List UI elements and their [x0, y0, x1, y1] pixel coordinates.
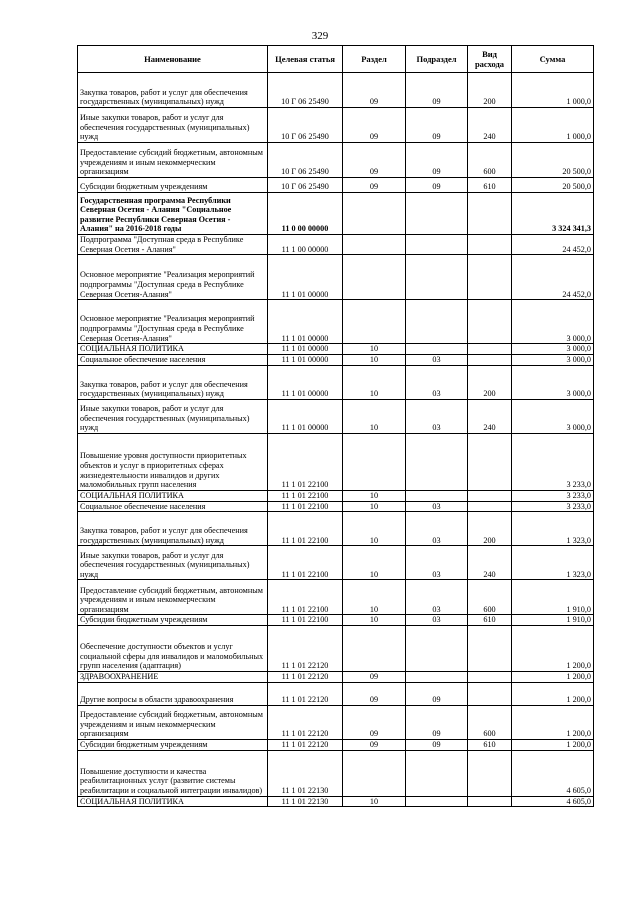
- cell-amount: 20 500,0: [512, 143, 594, 178]
- cell-expense-type: [468, 193, 512, 235]
- cell-subsection: [406, 671, 468, 682]
- cell-section: 09: [343, 705, 406, 739]
- cell-subsection: 03: [406, 580, 468, 615]
- cell-section: 10: [343, 490, 406, 501]
- cell-amount: 4 605,0: [512, 750, 594, 796]
- cell-subsection: 03: [406, 354, 468, 365]
- cell-amount: 3 233,0: [512, 490, 594, 501]
- cell-expense-type: 610: [468, 615, 512, 626]
- cell-amount: 4 605,0: [512, 796, 594, 807]
- cell-section: 10: [343, 501, 406, 512]
- table-row: [78, 178, 594, 193]
- cell-code: 11 1 01 00000: [268, 255, 343, 300]
- cell-code: 11 1 01 22120: [268, 705, 343, 739]
- cell-amount: 24 452,0: [512, 235, 594, 255]
- cell-expense-type: [468, 796, 512, 807]
- header-expense-type: Вид расхода: [468, 46, 512, 73]
- cell-subsection: [406, 300, 468, 344]
- cell-expense-type: 610: [468, 178, 512, 193]
- table-row: [78, 490, 594, 501]
- cell-name: Закупка товаров, работ и услуг для обеспечения государственных (муниципальных) нужд: [78, 365, 268, 399]
- cell-expense-type: [468, 490, 512, 501]
- cell-expense-type: 200: [468, 365, 512, 399]
- cell-subsection: [406, 193, 468, 235]
- cell-code: 11 1 00 00000: [268, 235, 343, 255]
- cell-name: Обеспечение доступности объектов и услуг социальной сферы для инвалидов и маломобильных групп населения (адаптация): [78, 625, 268, 671]
- cell-expense-type: [468, 750, 512, 796]
- cell-expense-type: [468, 682, 512, 705]
- cell-amount: 3 000,0: [512, 365, 594, 399]
- table-row: [78, 580, 594, 615]
- table-row: [78, 433, 594, 490]
- cell-subsection: [406, 750, 468, 796]
- cell-section: [343, 193, 406, 235]
- cell-expense-type: [468, 344, 512, 355]
- table-row: [78, 344, 594, 355]
- table-row: [78, 739, 594, 750]
- cell-section: 10: [343, 354, 406, 365]
- cell-subsection: [406, 433, 468, 490]
- cell-expense-type: [468, 300, 512, 344]
- cell-amount: 3 000,0: [512, 399, 594, 433]
- cell-section: 10: [343, 796, 406, 807]
- table-row: [78, 255, 594, 300]
- cell-name: Социальное обеспечение населения: [78, 354, 268, 365]
- header-code: Целевая статья: [268, 46, 343, 73]
- cell-name: Основное мероприятие "Реализация мероприятий подпрограммы "Доступная среда в Республике Северная Осетия-Алания": [78, 255, 268, 300]
- cell-section: 10: [343, 399, 406, 433]
- cell-code: 11 1 01 22120: [268, 625, 343, 671]
- cell-amount: 1 323,0: [512, 546, 594, 580]
- cell-name: Социальное обеспечение населения: [78, 501, 268, 512]
- table-row: [78, 750, 594, 796]
- table-row: [78, 143, 594, 178]
- cell-section: 10: [343, 512, 406, 546]
- cell-expense-type: 240: [468, 546, 512, 580]
- cell-code: 11 1 01 22120: [268, 682, 343, 705]
- cell-subsection: 03: [406, 365, 468, 399]
- cell-subsection: 09: [406, 108, 468, 143]
- table-row: [78, 796, 594, 807]
- table-row: [78, 501, 594, 512]
- cell-subsection: 09: [406, 73, 468, 108]
- cell-name: Субсидии бюджетным учреждениям: [78, 739, 268, 750]
- cell-name: Государственная программа Республики Северная Осетия - Алания "Социальное развитие Республики Северная Осетия - Алания" на 2016-2018 годы: [78, 193, 268, 235]
- cell-amount: 3 233,0: [512, 501, 594, 512]
- cell-subsection: [406, 344, 468, 355]
- cell-name: Субсидии бюджетным учреждениям: [78, 178, 268, 193]
- cell-section: 09: [343, 108, 406, 143]
- cell-section: [343, 433, 406, 490]
- cell-subsection: 09: [406, 682, 468, 705]
- cell-amount: 1 000,0: [512, 73, 594, 108]
- cell-expense-type: [468, 354, 512, 365]
- table-header-row: [78, 46, 594, 73]
- table-row: [78, 365, 594, 399]
- cell-section: 10: [343, 615, 406, 626]
- cell-section: 09: [343, 73, 406, 108]
- table-row: [78, 73, 594, 108]
- page-number: 329: [311, 30, 329, 42]
- cell-subsection: 09: [406, 143, 468, 178]
- cell-name: СОЦИАЛЬНАЯ ПОЛИТИКА: [78, 796, 268, 807]
- header-name: Наименование: [78, 46, 268, 73]
- cell-code: 11 1 01 22100: [268, 615, 343, 626]
- cell-subsection: 09: [406, 739, 468, 750]
- cell-subsection: 03: [406, 546, 468, 580]
- cell-amount: 1 200,0: [512, 705, 594, 739]
- table-row: [78, 682, 594, 705]
- cell-amount: 1 200,0: [512, 739, 594, 750]
- cell-code: 11 1 01 22100: [268, 546, 343, 580]
- cell-name: Иные закупки товаров, работ и услуг для обеспечения государственных (муниципальных) нужд: [78, 546, 268, 580]
- table-row: [78, 354, 594, 365]
- cell-subsection: 03: [406, 501, 468, 512]
- cell-section: 10: [343, 344, 406, 355]
- budget-table: [77, 45, 594, 807]
- cell-section: [343, 235, 406, 255]
- cell-amount: 3 000,0: [512, 344, 594, 355]
- cell-name: Другие вопросы в области здравоохранения: [78, 682, 268, 705]
- cell-name: Иные закупки товаров, работ и услуг для обеспечения государственных (муниципальных) нужд: [78, 108, 268, 143]
- cell-expense-type: 600: [468, 143, 512, 178]
- cell-name: Субсидии бюджетным учреждениям: [78, 615, 268, 626]
- cell-code: 11 1 01 22120: [268, 671, 343, 682]
- cell-section: 09: [343, 143, 406, 178]
- cell-expense-type: 200: [468, 73, 512, 108]
- cell-section: [343, 750, 406, 796]
- cell-amount: 3 000,0: [512, 354, 594, 365]
- cell-subsection: [406, 490, 468, 501]
- cell-subsection: 03: [406, 615, 468, 626]
- cell-code: 11 1 01 22120: [268, 739, 343, 750]
- cell-code: 11 1 01 00000: [268, 354, 343, 365]
- cell-name: Закупка товаров, работ и услуг для обеспечения государственных (муниципальных) нужд: [78, 512, 268, 546]
- cell-name: Иные закупки товаров, работ и услуг для обеспечения государственных (муниципальных) нужд: [78, 399, 268, 433]
- header-section: Раздел: [343, 46, 406, 73]
- cell-code: 11 1 01 00000: [268, 399, 343, 433]
- table-row: [78, 625, 594, 671]
- cell-expense-type: 600: [468, 705, 512, 739]
- cell-expense-type: 610: [468, 739, 512, 750]
- cell-expense-type: [468, 501, 512, 512]
- cell-subsection: 09: [406, 178, 468, 193]
- cell-name: Предоставление субсидий бюджетным, автономным учреждениям и иным некоммерческим организациям: [78, 580, 268, 615]
- cell-amount: 24 452,0: [512, 255, 594, 300]
- cell-code: 10 Г 06 25490: [268, 178, 343, 193]
- cell-code: 10 Г 06 25490: [268, 73, 343, 108]
- cell-expense-type: [468, 625, 512, 671]
- cell-code: 11 0 00 00000: [268, 193, 343, 235]
- cell-name: ЗДРАВООХРАНЕНИЕ: [78, 671, 268, 682]
- cell-section: 09: [343, 682, 406, 705]
- cell-amount: 1 000,0: [512, 108, 594, 143]
- header-subsection: Подраздел: [406, 46, 468, 73]
- cell-amount: 1 323,0: [512, 512, 594, 546]
- cell-name: Повышение доступности и качества реабилитационных услуг (развитие системы реабилитации и социальной интеграции инвалидов): [78, 750, 268, 796]
- cell-amount: 1 200,0: [512, 625, 594, 671]
- cell-expense-type: 240: [468, 399, 512, 433]
- cell-expense-type: [468, 671, 512, 682]
- table-row: [78, 671, 594, 682]
- cell-name: СОЦИАЛЬНАЯ ПОЛИТИКА: [78, 344, 268, 355]
- cell-section: [343, 625, 406, 671]
- table-row: [78, 193, 594, 235]
- cell-amount: 1 910,0: [512, 615, 594, 626]
- cell-subsection: 03: [406, 512, 468, 546]
- table-row: [78, 705, 594, 739]
- cell-code: 10 Г 06 25490: [268, 108, 343, 143]
- cell-name: Основное мероприятие "Реализация мероприятий подпрограммы "Доступная среда в Республике Северная Осетия-Алания": [78, 300, 268, 344]
- header-amount: Сумма: [512, 46, 594, 73]
- cell-name: СОЦИАЛЬНАЯ ПОЛИТИКА: [78, 490, 268, 501]
- cell-section: [343, 255, 406, 300]
- cell-code: 11 1 01 22100: [268, 501, 343, 512]
- cell-amount: 1 910,0: [512, 580, 594, 615]
- cell-subsection: [406, 796, 468, 807]
- cell-code: 11 1 01 22100: [268, 580, 343, 615]
- cell-section: 10: [343, 546, 406, 580]
- table-row: [78, 546, 594, 580]
- cell-amount: 3 233,0: [512, 433, 594, 490]
- cell-name: Предоставление субсидий бюджетным, автономным учреждениям и иным некоммерческим организациям: [78, 705, 268, 739]
- cell-expense-type: 600: [468, 580, 512, 615]
- cell-code: 11 1 01 22130: [268, 750, 343, 796]
- cell-section: 10: [343, 365, 406, 399]
- cell-amount: 3 000,0: [512, 300, 594, 344]
- cell-expense-type: [468, 433, 512, 490]
- cell-section: 09: [343, 739, 406, 750]
- cell-subsection: 09: [406, 705, 468, 739]
- cell-expense-type: 240: [468, 108, 512, 143]
- cell-amount: 3 324 341,3: [512, 193, 594, 235]
- cell-expense-type: [468, 235, 512, 255]
- cell-section: [343, 300, 406, 344]
- cell-code: 11 1 01 22130: [268, 796, 343, 807]
- cell-name: Закупка товаров, работ и услуг для обеспечения государственных (муниципальных) нужд: [78, 73, 268, 108]
- cell-subsection: [406, 255, 468, 300]
- table-row: [78, 235, 594, 255]
- cell-name: Предоставление субсидий бюджетным, автономным учреждениям и иным некоммерческим организациям: [78, 143, 268, 178]
- cell-code: 10 Г 06 25490: [268, 143, 343, 178]
- cell-code: 11 1 01 00000: [268, 365, 343, 399]
- cell-code: 11 1 01 22100: [268, 433, 343, 490]
- table-row: [78, 300, 594, 344]
- table-row: [78, 512, 594, 546]
- cell-subsection: [406, 625, 468, 671]
- cell-code: 11 1 01 22100: [268, 512, 343, 546]
- cell-code: 11 1 01 00000: [268, 300, 343, 344]
- cell-name: Подпрограмма "Доступная среда в Республике Северная Осетия - Алания": [78, 235, 268, 255]
- cell-section: 09: [343, 178, 406, 193]
- cell-expense-type: 200: [468, 512, 512, 546]
- table-row: [78, 399, 594, 433]
- cell-amount: 1 200,0: [512, 671, 594, 682]
- cell-subsection: [406, 235, 468, 255]
- cell-amount: 20 500,0: [512, 178, 594, 193]
- cell-code: 11 1 01 22100: [268, 490, 343, 501]
- cell-section: 10: [343, 580, 406, 615]
- cell-subsection: 03: [406, 399, 468, 433]
- cell-expense-type: [468, 255, 512, 300]
- cell-code: 11 1 01 00000: [268, 344, 343, 355]
- cell-amount: 1 200,0: [512, 682, 594, 705]
- cell-section: 09: [343, 671, 406, 682]
- table-row: [78, 615, 594, 626]
- cell-name: Повышение уровня доступности приоритетных объектов и услуг в приоритетных сферах жизнедеятельности инвалидов и других маломобильных групп населения: [78, 433, 268, 490]
- table-row: [78, 108, 594, 143]
